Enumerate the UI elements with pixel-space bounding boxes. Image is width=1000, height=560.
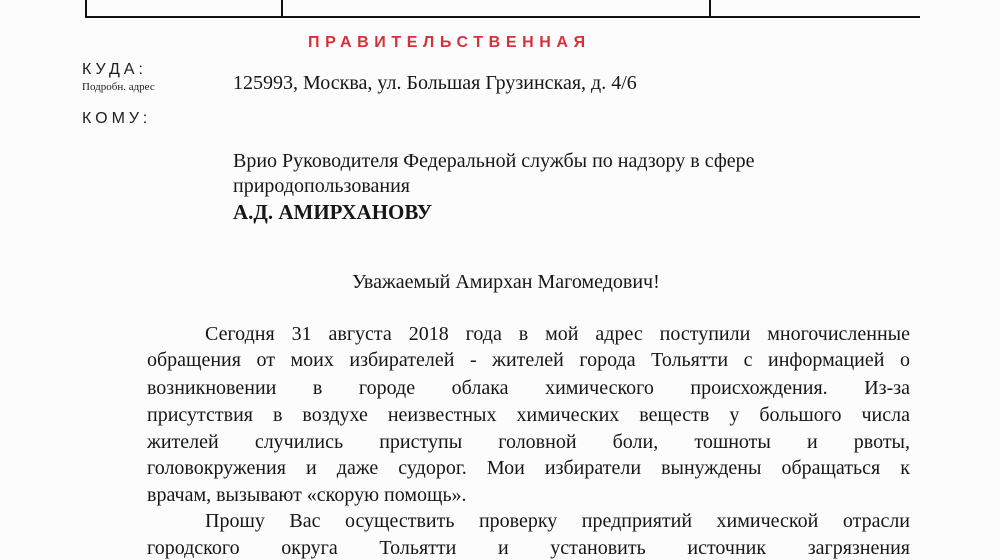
komu-label: КОМУ: [82, 110, 152, 127]
body-text-line: головокружения и даже судорог. Мои избиратели вынуждены обращаться к [147, 457, 910, 479]
header-frame-line [85, 16, 920, 18]
body-text-line: Прошу Вас осуществить проверку предприятий химической отрасли [205, 510, 910, 532]
body-text-line: врачам, вызывают «скорую помощь». [147, 484, 467, 506]
body-text-line: городского округа Тольятти и установить источник загрязнения [147, 537, 910, 559]
body-text-line: присутствия в воздухе неизвестных химических веществ у большого числа [147, 404, 910, 426]
body-text-line: возникновении в городе облака химического происхождения. Из-за [147, 377, 910, 399]
body-text-line: Сегодня 31 августа 2018 года в мой адрес поступили многочисленные [205, 323, 910, 345]
body-text-line: обращения от моих избирателей - жителей города Тольятти с информацией о [147, 349, 910, 371]
recipient-position-line: Врио Руководителя Федеральной службы по надзору в сфере [233, 150, 755, 172]
recipient-position-line: природопользования [233, 175, 410, 197]
recipient-name: А.Д. АМИРХАНОВУ [233, 200, 433, 224]
kuda-label: КУДА: [82, 61, 147, 78]
header-frame-divider [281, 0, 283, 18]
header-frame-divider [85, 0, 87, 18]
recipient-address: 125993, Москва, ул. Большая Грузинская, д. 4/6 [233, 72, 637, 94]
salutation: Уважаемый Амирхан Магомедович! [352, 271, 660, 293]
header-frame-divider [709, 0, 711, 18]
recipient-position [233, 149, 755, 199]
telegram-type-stamp: ПРАВИТЕЛЬСТВЕННАЯ [308, 34, 591, 51]
body-text-line: жителей случились приступы головной боли, тошноты и рвоты, [147, 431, 910, 453]
kuda-sublabel: Подробн. адрес [82, 81, 155, 93]
